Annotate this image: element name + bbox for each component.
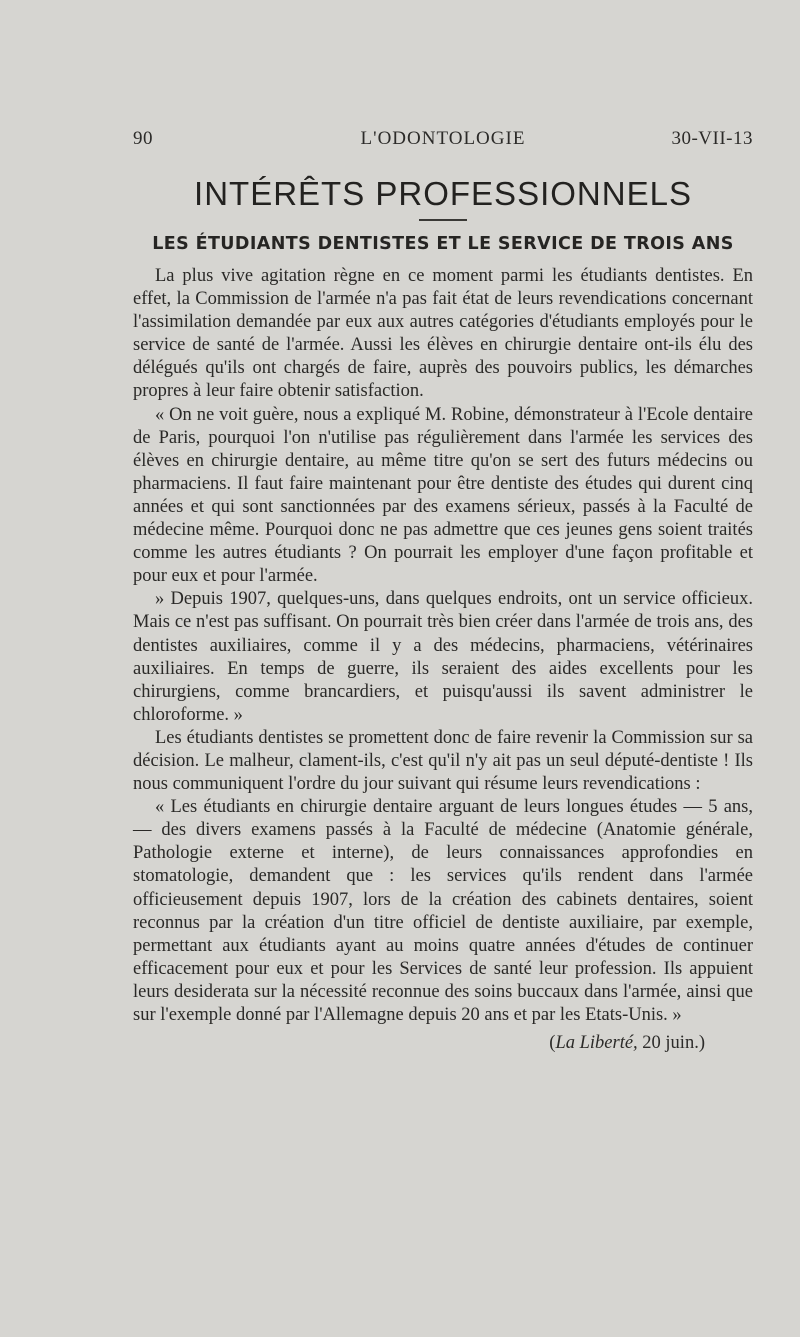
article-title: LES ÉTUDIANTS DENTISTES ET LE SERVICE DE TROIS ANS <box>152 234 734 254</box>
journal-title: L'ODONTOLOGIE <box>360 128 526 149</box>
paragraph: » Depuis 1907, quelques-uns, dans quelques endroits, ont un service officieux. Mais ce n'est pas suffisant. On pourrait très bien créer dans l'armée de trois ans, des dentistes auxiliaires, comme il y a des médecins, pharmaciens, vétérinaires auxiliaires. En temps de guerre, ils seraient des aides excellents pour les chirurgiens, comme brancardiers, et puisqu'aussi ils savent administrer le chloroforme. » <box>133 589 753 725</box>
source-citation <box>133 1033 753 1054</box>
running-header <box>133 128 753 158</box>
title-divider <box>419 219 467 221</box>
paragraph: La plus vive agitation règne en ce moment parmi les étudiants dentistes. En effet, la Commission de l'armée n'a pas fait état de leurs revendications concernant l'assimilation demandée par eux aux autres catégories d'étudiants employés pour le service de santé de l'armée. Aussi les élèves en chirurgie dentaire ont-ils élu des délégués qu'ils ont chargés de faire, auprès des pouvoirs publics, les démarches propres à leur faire obtenir satisfaction. <box>133 266 753 402</box>
issue-date: 30-VII-13 <box>671 128 753 149</box>
paragraph: « Les étudiants en chirurgie dentaire arguant de leurs longues études — 5 ans, — des divers examens passés à la Faculté de médecine (Anatomie générale, Pathologie externe et interne), de leurs connaissances approfondies en stomatologie, demandent que : les services qu'ils rendent dans l'armée officieusement depuis 1907, lors de la création des cabinets dentaires, soient reconnus par la création d'un titre officiel de dentiste auxiliaire, par exemple, permettant aux étudiants ayant au moins quatre années d'études de continuer efficacement pour eux et pour les Services de santé leur profession. Ils appuient leurs desiderata sur la nécessité reconnue des soins buccaux dans l'armée, ainsi que sur l'exemple donné par l'Allemagne depuis 20 ans et par les Etats-Unis. » <box>133 797 753 1025</box>
paragraph: « On ne voit guère, nous a expliqué M. Robine, démonstrateur à l'Ecole dentaire de Paris, pourquoi l'on n'utilise pas régulièrement dans l'armée les services des élèves en chirurgie dentaire, au même titre qu'on se sert des futurs médecins ou pharmaciens. Il faut faire maintenant pour être dentiste des études qui durent cinq années et qui sont sanctionnées par des examens sérieux, passés à la Faculté de médecine même. Pourquoi donc ne pas admettre que ces jeunes gens soient traités comme les autres étudiants ? On pourrait les employer d'une façon profitable et pour eux et pour l'armée. <box>133 404 753 587</box>
page-number: 90 <box>133 128 153 149</box>
article-body <box>133 265 753 1027</box>
source-date: 20 juin.) <box>642 1033 705 1054</box>
paragraph: Les étudiants dentistes se promettent donc de faire revenir la Commission sur sa décision. Le malheur, clament-ils, c'est qu'il n'y ait pas un seul député-dentiste ! Ils nous communiquent l'ordre du jour suivant qui résume leurs revendications : <box>133 727 753 795</box>
document-page <box>133 128 753 1054</box>
section-title: INTÉRÊTS PROFESSIONNELS <box>194 175 692 212</box>
source-open-paren: ( <box>549 1033 556 1054</box>
source-name: La Liberté, <box>555 1033 638 1054</box>
